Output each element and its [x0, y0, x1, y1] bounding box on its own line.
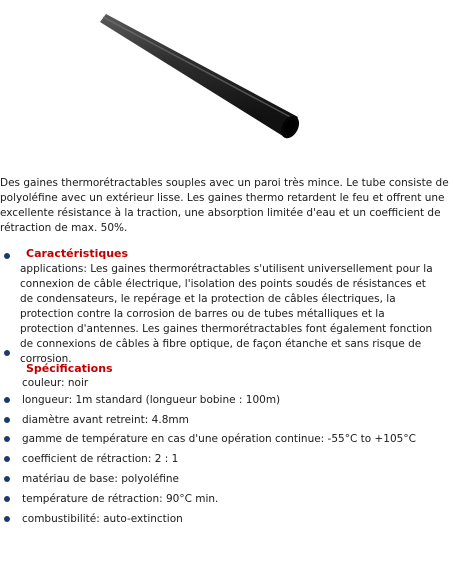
- spec-item: [0, 511, 450, 527]
- intro-paragraph: Des gaines thermorétractables souples avec un paroi très mince. Le tube consiste de polyoléfine avec un extérieur lisse. Les gaines thermo retardent le feu et offrent une excellente résistance à la traction, une absorption limitée d'eau et un coefficient de rétraction de max. 50%.: [0, 177, 449, 234]
- heat-shrink-tube-image: [100, 14, 310, 144]
- bullet-icon: [4, 456, 10, 462]
- spec-item-text: gamme de température en cas d'une opération continue: -55°C to +105°C: [22, 433, 416, 445]
- characteristics-text: applications: Les gaines thermorétractables s'utilisent universellement pour la connexion de câble électrique, l'isolation des points soudés de résistances et de condensateurs, le repérage et la protection de câbles électriques, la protection contre la corrosion de barres ou de tubes métalliques et la protection d'antennes. Les gaines thermorétractables font également fonction de connexions de câbles à fibre optique, de façon étanche et sans risque de corrosion.: [20, 263, 433, 365]
- spec-item: [0, 471, 450, 487]
- bullet-characteristics: [4, 253, 10, 259]
- spec-item: [0, 431, 450, 447]
- specifications-heading: Spécifications: [26, 362, 113, 375]
- bullet-icon: [4, 417, 10, 423]
- spec-item-text: matériau de base: polyoléfine: [22, 473, 180, 485]
- spec-item-text: température de rétraction: 90°C min.: [22, 493, 219, 505]
- bullet-icon: [4, 516, 10, 522]
- bullet-icon: [4, 496, 10, 502]
- bullet-specifications: [4, 350, 10, 356]
- spec-item-text: coefficient de rétraction: 2 : 1: [22, 453, 179, 465]
- spec-item-text: diamètre avant retreint: 4.8mm: [22, 414, 189, 426]
- characteristics-heading: Caractéristiques: [26, 247, 129, 260]
- spec-item: [0, 392, 450, 408]
- bullet-icon: [4, 436, 10, 442]
- spec-item: [0, 491, 450, 507]
- spec-color: couleur: noir: [22, 377, 89, 389]
- spec-item-text: combustibilité: auto-extinction: [22, 513, 183, 525]
- spec-item-text: longueur: 1m standard (longueur bobine : 100m): [22, 394, 281, 406]
- bullet-icon: [4, 476, 10, 482]
- spec-item: [0, 451, 450, 467]
- spec-item: [0, 412, 450, 428]
- bullet-icon: [4, 397, 10, 403]
